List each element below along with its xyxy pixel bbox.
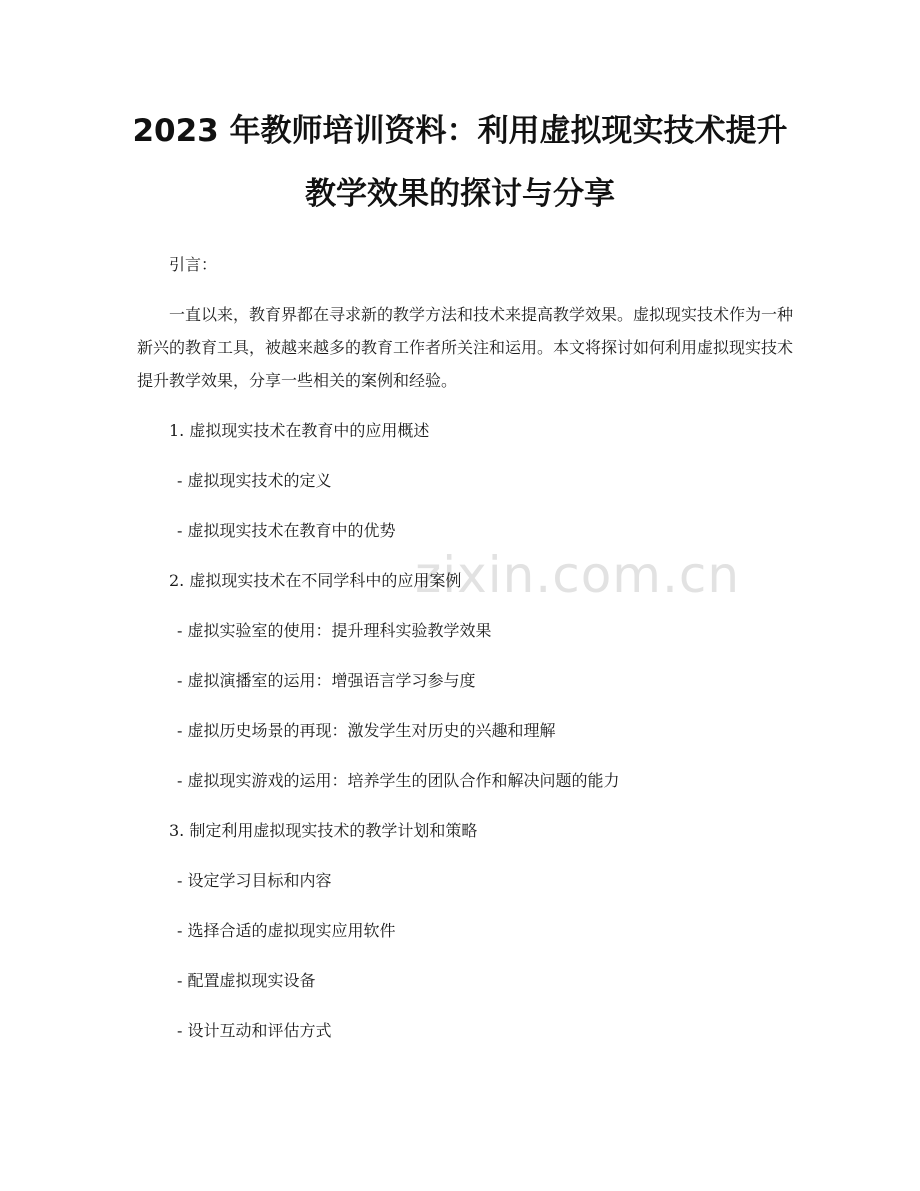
list-item: - 设计互动和评估方式 (177, 1021, 332, 1040)
intro-label: 引言： (169, 255, 218, 274)
section-heading: 2. 虚拟现实技术在不同学科中的应用案例 (169, 571, 462, 590)
list-item: - 设定学习目标和内容 (177, 871, 332, 890)
list-item: - 配置虚拟现实设备 (177, 971, 316, 990)
intro-paragraph: 一直以来，教育界都在寻求新的教学方法和技术来提高教学效果。虚拟现实技术作为一种新兴的教育工具，被越来越多的教育工作者所关注和运用。本文将探讨如何利用虚拟现实技术提升教学效果，分享一些相关的案例和经验。 (137, 305, 794, 390)
list-item: - 虚拟历史场景的再现：激发学生对历史的兴趣和理解 (177, 721, 556, 740)
section-heading: 3. 制定利用虚拟现实技术的教学计划和策略 (169, 821, 478, 840)
section-heading: 1. 虚拟现实技术在教育中的应用概述 (169, 421, 430, 440)
list-item: - 选择合适的虚拟现实应用软件 (177, 921, 396, 940)
document-body (137, 248, 797, 1064)
list-item: - 虚拟演播室的运用：增强语言学习参与度 (177, 671, 476, 690)
document-title: 2023 年教师培训资料：利用虚拟现实技术提升教学效果的探讨与分享 (132, 113, 788, 212)
list-item: - 虚拟实验室的使用：提升理科实验教学效果 (177, 621, 492, 640)
list-item: - 虚拟现实游戏的运用：培养学生的团队合作和解决问题的能力 (177, 771, 620, 790)
list-item: - 虚拟现实技术在教育中的优势 (177, 521, 396, 540)
list-item: - 虚拟现实技术的定义 (177, 471, 332, 490)
watermark: zixin.com.cn (415, 546, 741, 604)
